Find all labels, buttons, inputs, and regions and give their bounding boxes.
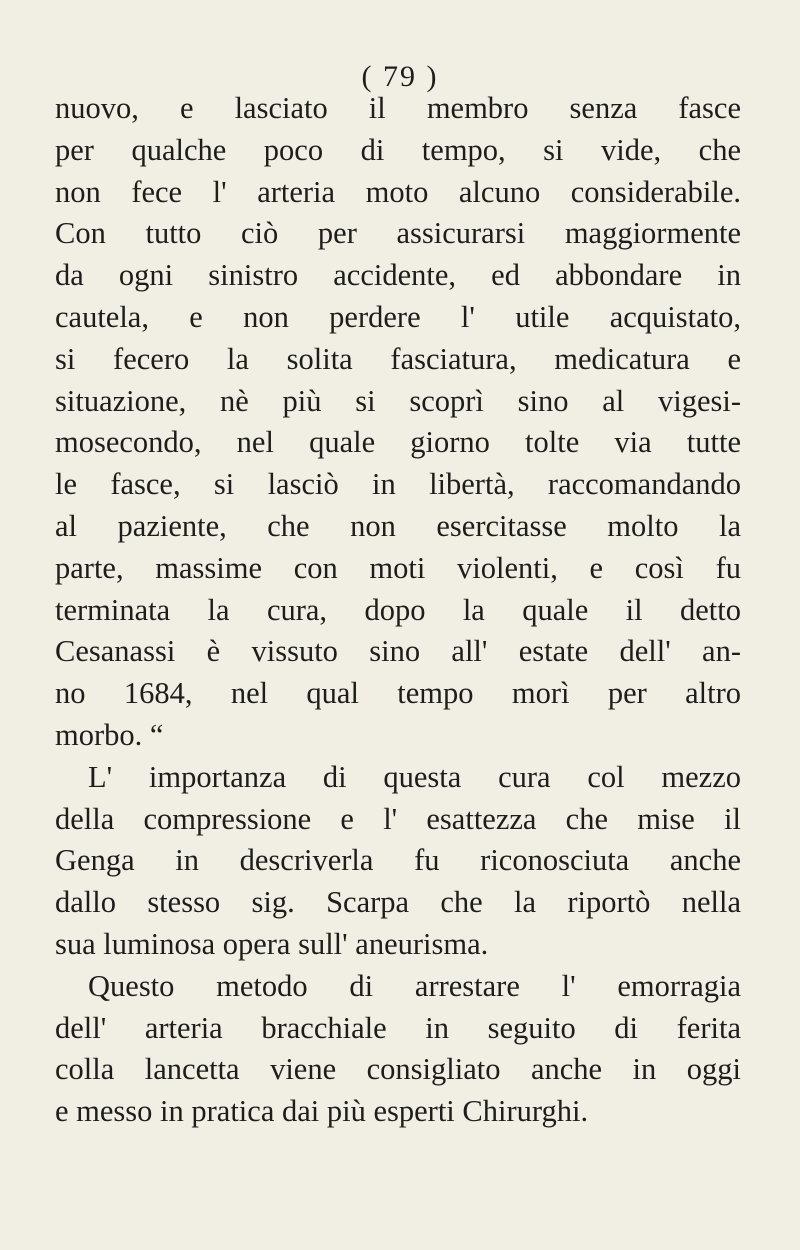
text-line: sua luminosa opera sull' aneurisma. (55, 926, 489, 961)
text-line: dell' arteria bracchiale in seguito di ferita (55, 1010, 741, 1045)
text-line: si fecero la solita fasciatura, medicatura e (55, 341, 741, 376)
text-line: situazione, nè più si scoprì sino al vigesi- (55, 383, 741, 418)
text-line: cautela, e non perdere l' utile acquistato, (55, 299, 741, 334)
page-number: ( 79 ) (361, 60, 439, 93)
text-line: Con tutto ciò per assicurarsi maggiormente (55, 216, 741, 251)
text-line: terminata la cura, dopo la quale il detto (55, 592, 741, 627)
text-line: dallo stesso sig. Scarpa che la riportò nella (55, 885, 741, 920)
text-line: non fece l' arteria moto alcuno considerabile. (55, 174, 741, 209)
text-line: da ogni sinistro accidente, ed abbondare in (55, 258, 741, 293)
text-line: morbo. “ (55, 717, 164, 752)
text-line: le fasce, si lasciò in libertà, raccomandando (55, 467, 741, 502)
paragraph-start-line: L' importanza di questa cura col mezzo (88, 759, 741, 794)
text-line: nuovo, e lasciato il membro senza fasce (55, 91, 741, 125)
paragraph-start-line: Questo metodo di arrestare l' emorragia (88, 968, 741, 1003)
body-text (55, 88, 741, 1133)
text-line: e messo in pratica dai più esperti Chirurghi. (55, 1094, 589, 1129)
text-line: colla lancetta viene consigliato anche in oggi (55, 1052, 741, 1087)
text-line: Cesanassi è vissuto sino all' estate dell' an- (55, 634, 741, 669)
text-line: mosecondo, nel quale giorno tolte via tutte (55, 425, 741, 460)
text-line: della compressione e l' esattezza che mise il (55, 801, 741, 836)
text-line: parte, massime con moti violenti, e così fu (55, 550, 741, 585)
text-line: al paziente, che non esercitasse molto la (55, 508, 741, 543)
text-line: Genga in descriverla fu riconosciuta anche (55, 843, 741, 878)
text-line: per qualche poco di tempo, si vide, che (55, 132, 741, 167)
text-line: no 1684, nel qual tempo morì per altro (55, 676, 741, 711)
